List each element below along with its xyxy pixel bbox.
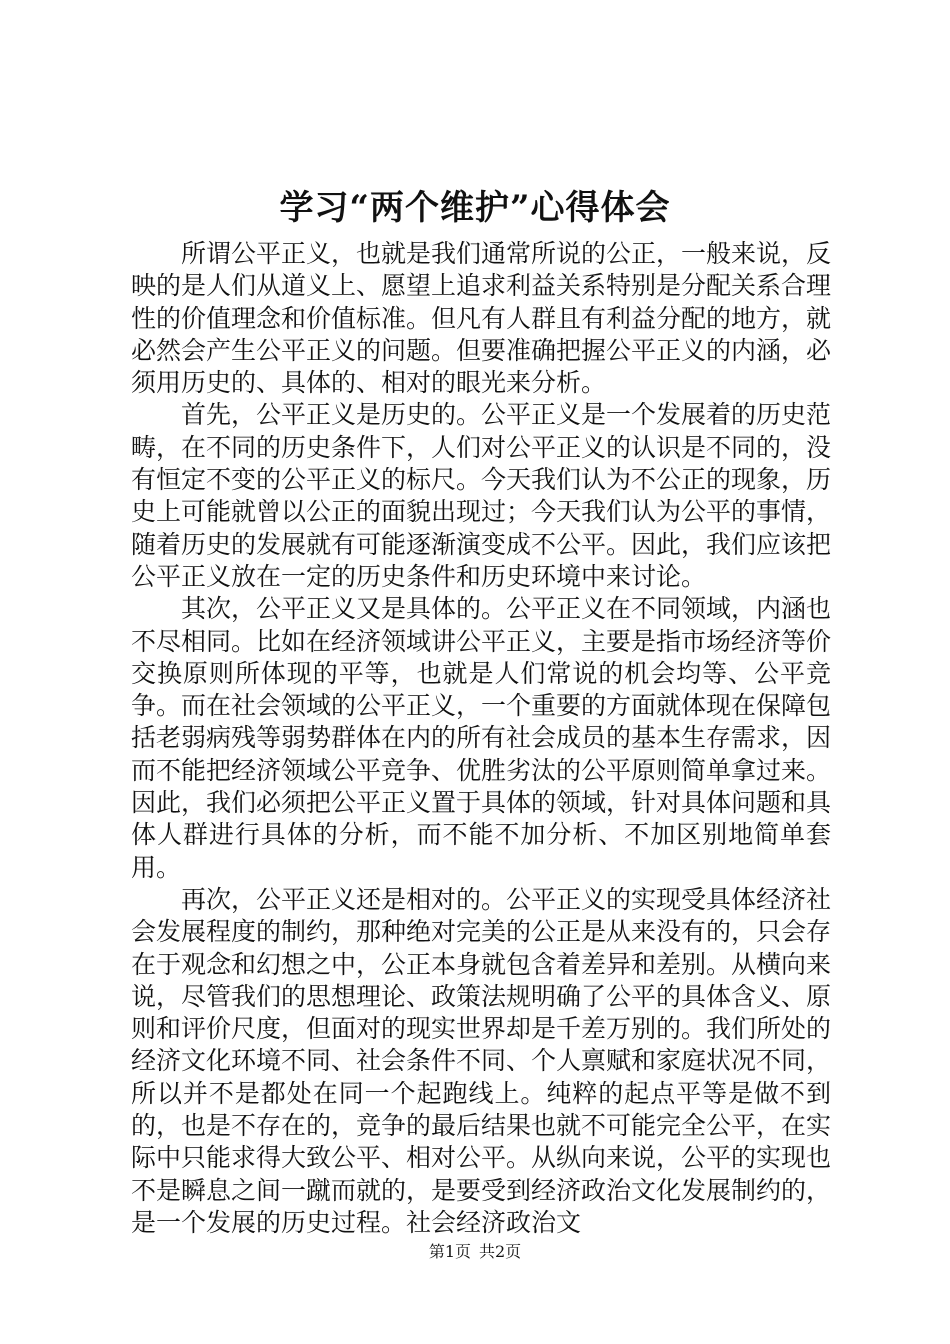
body-paragraph-2: 首先，公平正义是历史的。公平正义是一个发展着的历史范畴，在不同的历史条件下，人们对公平正义的认识是不同的，没有恒定不变的公平正义的标尺。今天我们认为不公正的现象，历史上可能就曾以公正的面貌出现过；今天我们认为公平的事情，随着历史的发展就有可能逐渐演变成不公平。因此，我们应该把公平正义放在一定的历史条件和历史环境中来讨论。 — [131, 400, 832, 591]
body-paragraph-4: 再次，公平正义还是相对的。公平正义的实现受具体经济社会发展程度的制约，那种绝对完美的公正是从来没有的，只会存在于观念和幻想之中，公正本身就包含着差异和差别。从横向来说，尽管我们的思想理论、政策法规明确了公平的具体含义、原则和评价尺度，但面对的现实世界却是千差万别的。我们所处的经济文化环境不同、社会条件不同、个人禀赋和家庭状况不同，所以并不是都处在同一个起跑线上。纯粹的起点平等是做不到的，也是不存在的，竞争的最后结果也就不可能完全公平，在实际中只能求得大致公平、相对公平。从纵向来说，公平的实现也不是瞬息之间一蹴而就的，是要受到经济政治文化发展制约的，是一个发展的历史过程。社会经济政治文 — [131, 884, 832, 1237]
page-total: 共2页 — [479, 1242, 522, 1261]
page-number: 第1页 — [428, 1242, 471, 1261]
body-paragraph-3: 其次，公平正义又是具体的。公平正义在不同领域，内涵也不尽相同。比如在经济领域讲公平正义，主要是指市场经济等价交换原则所体现的平等，也就是人们常说的机会均等、公平竞争。而在社会领域的公平正义，一个重要的方面就体现在保障包括老弱病残等弱势群体在内的所有社会成员的基本生存需求，因而不能把经济领域公平竞争、优胜劣汰的公平原则简单拿过来。因此，我们必须把公平正义置于具体的领域，针对具体问题和具体人群进行具体的分析，而不能不加分析、不加区别地简单套用。 — [131, 594, 832, 882]
document-body — [131, 238, 831, 1239]
document-title: 学习“两个维护”心得体会 — [279, 188, 671, 228]
body-paragraph-1: 所谓公平正义，也就是我们通常所说的公正，一般来说，反映的是人们从道义上、愿望上追求利益关系特别是分配关系合理性的价值理念和价值标准。但凡有人群且有利益分配的地方，就必然会产生公平正义的问题。但要准确把握公平正义的内涵，必须用历史的、具体的、相对的眼光来分析。 — [131, 239, 832, 398]
page-footer — [0, 1240, 950, 1264]
